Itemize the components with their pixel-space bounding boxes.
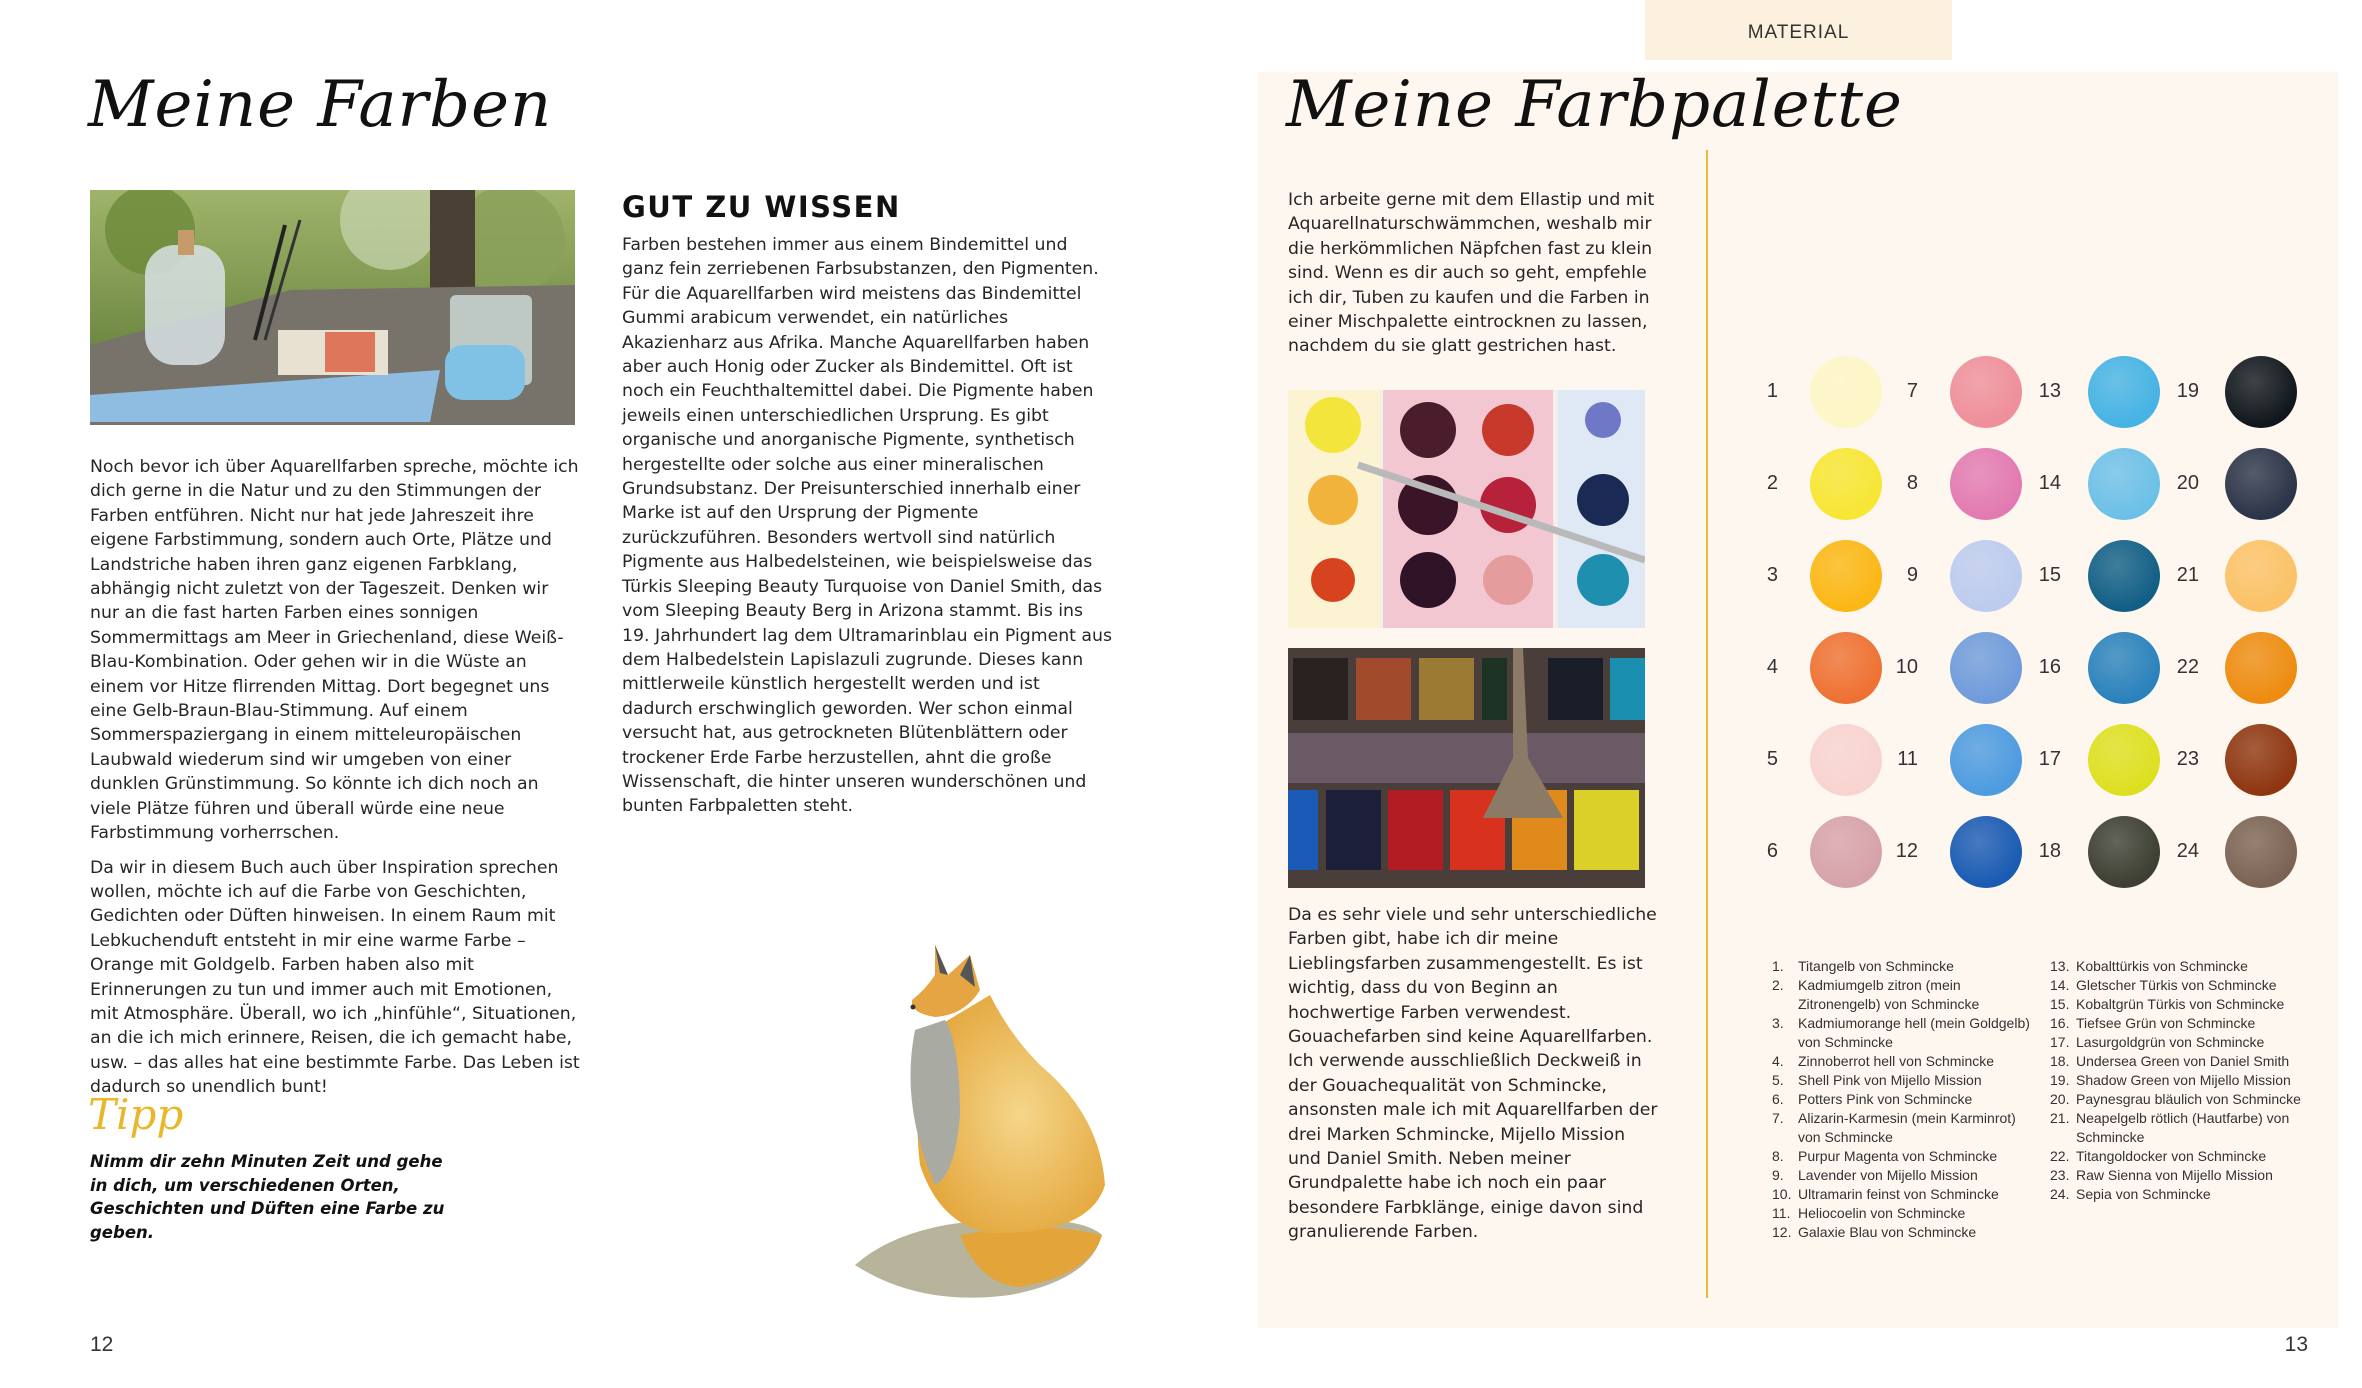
- legend-number: 9.: [1772, 1167, 1784, 1183]
- color-swatch: [1810, 356, 1882, 428]
- color-swatch: [1810, 540, 1882, 612]
- legend-item: [2050, 1147, 2340, 1166]
- legend-item: [2050, 995, 2340, 1014]
- legend-item: [2050, 1090, 2340, 1109]
- swatch-number: 12: [1895, 840, 1918, 862]
- legend-number: 21.: [2050, 1110, 2070, 1126]
- swatch-number: 6: [1766, 840, 1778, 862]
- color-swatch: [1810, 448, 1882, 520]
- tip-text: Nimm dir zehn Minuten Zeit und gehe in dich, um verschiedenen Orten, Geschichten und Düften eine Farbe zu geben.: [90, 1152, 445, 1242]
- legend-item: [2050, 1071, 2340, 1090]
- legend-item: [2050, 1052, 2340, 1071]
- color-swatch: [1950, 724, 2022, 796]
- page-number-left: 12: [90, 1333, 114, 1356]
- swatch-number: 2: [1766, 472, 1778, 494]
- paintbox-illustration: [1288, 648, 1645, 888]
- swatch-number: 23: [2176, 748, 2199, 770]
- swatch-number: 7: [1906, 380, 1918, 402]
- swatch-number: 5: [1766, 748, 1778, 770]
- color-swatch: [2088, 632, 2160, 704]
- legend-label: Potters Pink von Schmincke: [1798, 1091, 1973, 1107]
- legend-label: Paynesgrau bläulich von Schmincke: [2076, 1091, 2301, 1107]
- legend-number: 11.: [1772, 1205, 1791, 1221]
- color-swatch: [1950, 540, 2022, 612]
- legend-label: Sepia von Schmincke: [2076, 1186, 2211, 1202]
- page-title-right: Meine Farbpalette: [1286, 68, 1903, 142]
- swatch-number: 9: [1906, 564, 1918, 586]
- swatch-number: 15: [2038, 564, 2061, 586]
- swatch-number: 22: [2176, 656, 2199, 678]
- legend-item: [1772, 1109, 2042, 1147]
- good-to-know-text: [622, 233, 1112, 829]
- legend-number: 15.: [2050, 996, 2070, 1012]
- legend-item: [2050, 1014, 2340, 1033]
- legend-label: Kobaltgrün Türkis von Schmincke: [2076, 996, 2285, 1012]
- color-swatch: [2088, 448, 2160, 520]
- legend-label: Heliocoelin von Schmincke: [1798, 1205, 1966, 1221]
- legend-label: Shadow Green von Mijello Mission: [2076, 1072, 2291, 1088]
- swatch-number: 11: [1897, 748, 1918, 770]
- legend-item: [2050, 1109, 2340, 1147]
- legend-label: Titangelb von Schmincke: [1798, 958, 1954, 974]
- color-swatch: [2225, 540, 2297, 612]
- color-swatch: [2225, 816, 2297, 888]
- legend-item: [1772, 957, 2042, 976]
- palette-body-paragraph: Da es sehr viele und sehr unterschiedliche Farben gibt, habe ich dir meine Lieblingsfarben zusammengestellt. Es ist wichtig, dass du von Beginn an hochwertige Farben verwendest. Gouachefarben sind keine Aquarellfarben. Ich verwende ausschließlich Deckweiß in der Gouachequalität von Schmincke, ansonsten male ich mit Aquarellfarben der drei Marken Schmincke, Mijello Mission und Daniel Smith. Neben meiner Grundpalette habe ich noch ein paar besondere Farbklänge, einige davon sind granulierende Farben.: [1288, 905, 1658, 1243]
- good-to-know-paragraph: Farben bestehen immer aus einem Bindemittel und ganz fein zerriebenen Farbsubstanzen, den Pigmenten. Für die Aquarellfarben wird meistens das Bindemittel Gummi arabicum verwendet, ein natürliches Akazienharz aus Afrika. Manche Aquarellfarben haben aber auch Honig oder Zucker als Bindemittel. Oft ist noch ein Feuchthaltemittel dabei. Die Pigmente haben jeweils einen unterschiedlichen Ursprung. Es gibt organische und anorganische Pigmente, synthetisch hergestellte oder solche aus einer mineralischen Grundsubstanz. Der Preisunterschied innerhalb einer Marke ist auf den Ursprung der Pigmente zurückzuführen. Besonders wertvoll sind natürlich Pigmente aus Halbedelsteinen, wie beispielsweise das Türkis Sleeping Beauty Turquoise von Daniel Smith, das vom Sleeping Beauty Berg in Arizona stammt. Bis ins 19. Jahrhundert lag dem Ultramarinblau ein Pigment aus dem Halbedelstein Lapislazuli zugrunde. Dieses kann mittlerweile künstlich hergestellt werden und ist dadurch erschwinglich geworden. Wer schon einmal versucht hat, aus getrockneten Blütenblättern oder trockener Erde Farbe herzustellen, ahnt die große Wissenschaft, die hinter unseren wunderschönen und bunten Farbpaletten steht.: [622, 235, 1112, 817]
- section-tab-label: MATERIAL: [1747, 22, 1850, 43]
- swatch-number: 3: [1766, 564, 1778, 586]
- intro-paragraph-2: Da wir in diesem Buch auch über Inspiration sprechen wollen, möchte ich auf die Farbe von Geschichten, Gedichten oder Düften hinweisen. In einem Raum mit Lebkuchenduft entsteht in mir eine warme Farbe – Orange mit Goldgelb. Farben haben also mit Erinnerungen zu tun und immer auch mit Emotionen, mit Atmosphäre. Überall, wo ich „hinfühle“, Situationen, an die ich mich erinnere, Reisen, die ich gemacht habe, usw. – das alles hat eine bestimmte Farbe. Das Leben ist dadurch so unendlich bunt!: [90, 857, 580, 1098]
- color-swatch: [1810, 632, 1882, 704]
- legend-number: 5.: [1772, 1072, 1784, 1088]
- swatch-number: 14: [2038, 472, 2061, 494]
- legend-item: [1772, 1014, 2042, 1052]
- legend-number: 6.: [1772, 1091, 1784, 1107]
- legend-number: 4.: [1772, 1053, 1784, 1069]
- legend-label: Undersea Green von Daniel Smith: [2076, 1053, 2290, 1069]
- legend-item: [1772, 1090, 2042, 1109]
- legend-label: Kadmiumgelb zitron (mein Zitronengelb) von Schmincke: [1798, 977, 1980, 1012]
- legend-item: [1772, 1223, 2042, 1242]
- color-swatch: [2088, 816, 2160, 888]
- legend-label: Tiefsee Grün von Schmincke: [2076, 1015, 2256, 1031]
- good-to-know-heading: GUT ZU WISSEN: [622, 190, 901, 224]
- legend-number: 22.: [2050, 1148, 2070, 1164]
- legend-item: [2050, 1166, 2340, 1185]
- tip-label: Tipp: [88, 1090, 184, 1139]
- color-swatch: [2088, 540, 2160, 612]
- legend-label: Titangoldocker von Schmincke: [2076, 1148, 2267, 1164]
- color-legend-column-2: [2050, 957, 2340, 1204]
- color-swatch: [2225, 448, 2297, 520]
- legend-item: [1772, 976, 2042, 1014]
- legend-number: 14.: [2050, 977, 2070, 993]
- color-swatch: [1810, 724, 1882, 796]
- swatch-number: 16: [2038, 656, 2061, 678]
- legend-item: [1772, 1147, 2042, 1166]
- swatch-number: 19: [2176, 380, 2199, 402]
- color-swatch: [1950, 816, 2022, 888]
- color-swatch: [1950, 448, 2022, 520]
- legend-item: [2050, 1185, 2340, 1204]
- color-legend-column-1: [1772, 957, 2042, 1242]
- legend-number: 20.: [2050, 1091, 2070, 1107]
- paintbox-photo: [1288, 648, 1645, 888]
- legend-number: 10.: [1772, 1186, 1792, 1202]
- legend-label: Kobalttürkis von Schmincke: [2076, 958, 2248, 974]
- color-swatch: [2225, 356, 2297, 428]
- legend-label: Galaxie Blau von Schmincke: [1798, 1224, 1977, 1240]
- mixing-palette-illustration: [1288, 390, 1645, 628]
- gold-divider: [1706, 150, 1708, 1298]
- legend-label: Ultramarin feinst von Schmincke: [1798, 1186, 1999, 1202]
- legend-item: [1772, 1071, 2042, 1090]
- page-title-left: Meine Farben: [88, 68, 553, 142]
- legend-item: [2050, 976, 2340, 995]
- legend-number: 13.: [2050, 958, 2070, 974]
- swatch-number: 10: [1895, 656, 1918, 678]
- legend-number: 17.: [2050, 1034, 2070, 1050]
- legend-number: 24.: [2050, 1186, 2070, 1202]
- legend-label: Purpur Magenta von Schmincke: [1798, 1148, 1998, 1164]
- palette-body-text: [1288, 903, 1658, 1255]
- legend-label: Lasurgoldgrün von Schmincke: [2076, 1034, 2265, 1050]
- color-swatch: [2088, 724, 2160, 796]
- legend-number: 3.: [1772, 1015, 1784, 1031]
- mixing-palette-photo: [1288, 390, 1645, 628]
- color-swatch: [1810, 816, 1882, 888]
- legend-label: Raw Sienna von Mijello Mission: [2076, 1167, 2273, 1183]
- swatch-number: 13: [2038, 380, 2061, 402]
- color-swatch: [2225, 724, 2297, 796]
- legend-number: 12.: [1772, 1224, 1792, 1240]
- intro-paragraph-1: Noch bevor ich über Aquarellfarben spreche, möchte ich dich gerne in die Natur und zu den Stimmungen der Farben entführen. Nicht nur hat jede Jahreszeit ihre eigene Farbstimmung, sondern auch Orte, Plätze und Landstriche haben ihren ganz eigenen Farbklang, abhängig nicht zuletzt von der Tageszeit. Denken wir nur an die fast harten Farben eines sonnigen Sommermittags am Meer in Griechenland, diese Weiß-Blau-Kombination. Oder gehen wir in die Wüste an einem vor Hitze flirrenden Mittag. Dort begegnet uns eine Gelb-Braun-Blau-Stimmung. Auf einem Sommerspaziergang in einem mitteleuropäischen Laubwald wiederum sind wir umgeben von einer dunklen Grünstimmung. So könnte ich dich noch an viele Plätze führen und überall würde eine neue Farbstimmung vorherrschen.: [90, 457, 579, 844]
- swatch-number: 8: [1906, 472, 1918, 494]
- swatch-number: 1: [1766, 380, 1778, 402]
- legend-item: [1772, 1185, 2042, 1204]
- fox-illustration: [840, 935, 1140, 1320]
- fox-icon: [840, 935, 1140, 1320]
- legend-item: [1772, 1166, 2042, 1185]
- legend-label: Lavender von Mijello Mission: [1798, 1167, 1978, 1183]
- legend-number: 1.: [1772, 958, 1784, 974]
- legend-item: [2050, 957, 2340, 976]
- outdoor-painting-illustration: [90, 190, 575, 425]
- legend-label: Shell Pink von Mijello Mission: [1798, 1072, 1982, 1088]
- legend-item: [1772, 1052, 2042, 1071]
- legend-item: [2050, 1033, 2340, 1052]
- palette-intro-text: [1288, 188, 1658, 369]
- intro-text-left: [90, 455, 580, 1110]
- swatch-number: 20: [2176, 472, 2199, 494]
- legend-label: Kadmiumorange hell (mein Goldgelb) von Schmincke: [1798, 1015, 2030, 1050]
- swatch-number: 21: [2176, 564, 2199, 586]
- swatch-number: 18: [2038, 840, 2061, 862]
- legend-label: Zinnoberrot hell von Schmincke: [1798, 1053, 1995, 1069]
- legend-number: 23.: [2050, 1167, 2070, 1183]
- color-swatch: [2225, 632, 2297, 704]
- legend-number: 18.: [2050, 1053, 2070, 1069]
- legend-item: [1772, 1204, 2042, 1223]
- legend-number: 2.: [1772, 977, 1784, 993]
- swatch-number: 24: [2176, 840, 2199, 862]
- palette-intro-paragraph: Ich arbeite gerne mit dem Ellastip und mit Aquarellnaturschwämmchen, weshalb mir die herkömmlichen Näpfchen fast zu klein sind. Wenn es dir auch so geht, empfehle ich dir, Tuben zu kaufen und die Farben in einer Mischpalette eintrocknen zu lassen, nachdem du sie glatt gestrichen hast.: [1288, 190, 1655, 357]
- legend-label: Neapelgelb rötlich (Hautfarbe) von Schmincke: [2076, 1110, 2290, 1145]
- color-swatch: [1950, 356, 2022, 428]
- legend-number: 7.: [1772, 1110, 1784, 1126]
- page-number-right: 13: [2284, 1333, 2308, 1356]
- legend-number: 8.: [1772, 1148, 1784, 1164]
- section-tab: [1645, 0, 1952, 60]
- outdoor-painting-photo: [90, 190, 575, 425]
- legend-number: 19.: [2050, 1072, 2070, 1088]
- legend-label: Alizarin-Karmesin (mein Karminrot) von Schmincke: [1798, 1110, 2016, 1145]
- swatch-number: 17: [2038, 748, 2061, 770]
- color-swatch: [1950, 632, 2022, 704]
- legend-label: Gletscher Türkis von Schmincke: [2076, 977, 2277, 993]
- color-swatch: [2088, 356, 2160, 428]
- legend-number: 16.: [2050, 1015, 2070, 1031]
- swatch-number: 4: [1766, 656, 1778, 678]
